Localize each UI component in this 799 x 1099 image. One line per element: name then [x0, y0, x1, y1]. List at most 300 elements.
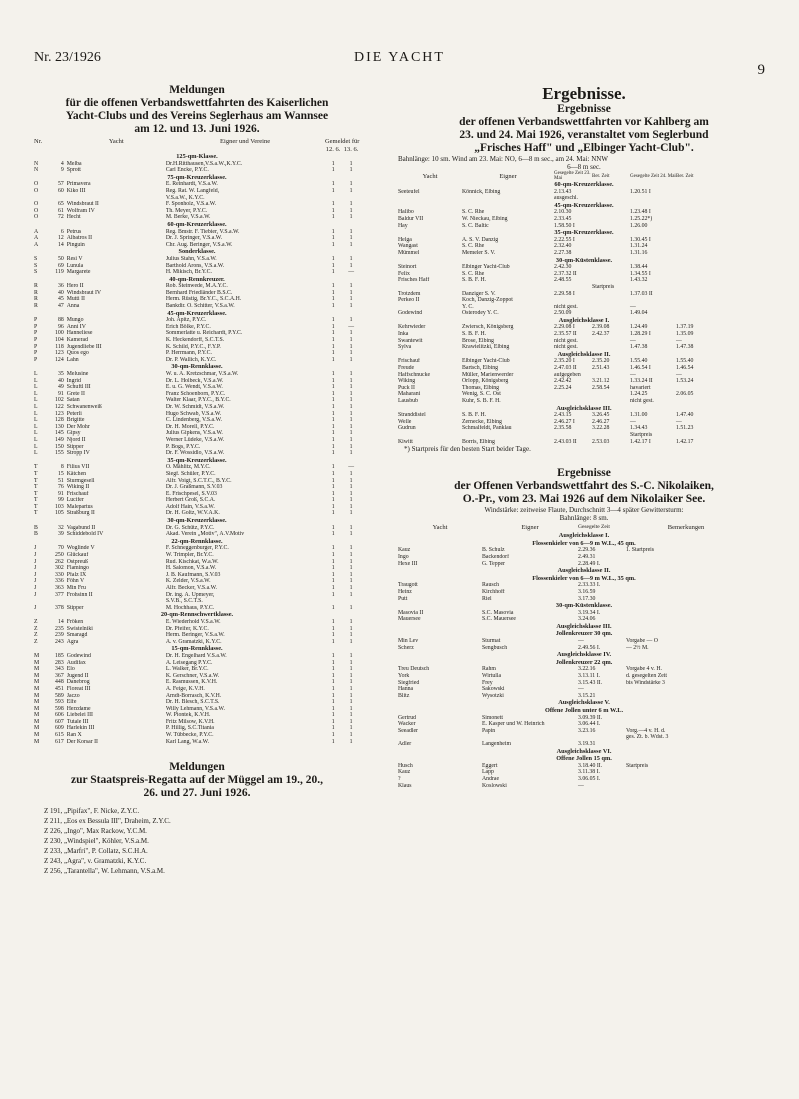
entry-owner: E. Rasmussen, K.V.H. [165, 679, 218, 686]
entry-row [34, 699, 360, 706]
result-yacht: Helga [398, 236, 412, 243]
result-sailed-time-1: nicht gest. [554, 337, 578, 344]
entry-reported-day-1: 1 [331, 738, 335, 745]
entry-row [34, 229, 360, 236]
result-corrected-time-2: — [676, 418, 682, 425]
result-yacht: Freude [398, 365, 415, 372]
kahlberg-footnote: *) Startpreis für den besten Start beider Tage. [404, 445, 531, 454]
entry-class-letter: J [34, 604, 37, 611]
entry-owner: Rob. Steinwede, M.A.Y.C. [165, 283, 228, 290]
result-corrected-time-1 [592, 277, 630, 284]
entry-class-letter: M [34, 738, 40, 745]
result-yacht: Puck II [398, 384, 415, 391]
entry-reported-day-2: 1 [349, 397, 353, 404]
entry-row [34, 525, 360, 532]
col-owner: Eigner [521, 523, 539, 531]
result-owner: Bartsch, Elbing [462, 365, 499, 372]
result-yacht: Treu Deutsch [398, 666, 430, 673]
staats-entry: Z 233, „Marfri", P. Collatz, S.C.H.A. [44, 847, 148, 856]
entry-row [34, 660, 360, 667]
entry-reported-day-2: 1 [349, 510, 353, 517]
result-owner: S. B. F. H. [462, 277, 487, 284]
result-yacht [398, 734, 482, 741]
entry-reported-day-2: 1 [349, 296, 353, 303]
entry-reported-day-2: 1 [349, 618, 353, 625]
entry-yacht-name: Petrus [66, 228, 82, 235]
result-corrected-time-1 [592, 216, 630, 223]
entry-row [34, 484, 360, 491]
entry-yacht-name: Liebelei III [66, 712, 93, 719]
entry-reported-day-1: 1 [331, 343, 335, 350]
entry-reported-day-2: 1 [349, 255, 353, 262]
result-corrected-time-2 [676, 432, 718, 439]
result-corrected-time-2 [676, 237, 718, 244]
entry-yacht-name: Frohsinn II [66, 591, 93, 598]
entry-yacht-name: Melusine [66, 371, 89, 377]
staats-entry: Z 191, „Pipifax", F. Nicke, Z.Y.C. [44, 807, 140, 816]
result-sailed-time-1: 2.47.03 II [554, 365, 577, 372]
class-heading: 15-qm-Rennklasse. [171, 645, 223, 653]
entry-class-letter [34, 598, 48, 605]
entry-row [34, 344, 360, 351]
entry-class-letter: B [34, 531, 38, 538]
entry-yacht-name [67, 598, 166, 605]
entry-reported-day-2: 1 [349, 235, 353, 242]
entry-sail-number: 250 [55, 552, 64, 559]
result-sailed-time-1 [554, 398, 592, 405]
entry-yacht-name: Njord II [66, 436, 86, 443]
entry-class-letter: L [34, 450, 38, 457]
entry-row [34, 350, 360, 357]
result-owner: Kuhr, S. B. F. H. [462, 398, 501, 404]
entry-yacht-name: Fröken [66, 618, 84, 625]
entry-reported-day-1: 1 [331, 524, 335, 531]
entry-reported-day-2: 1 [349, 417, 353, 424]
result-owner: Brose, Elbing [462, 337, 494, 344]
entry-reported-day-1: 1 [331, 269, 335, 276]
entry-reported-day-2: 1 [349, 443, 353, 450]
result-row [398, 195, 770, 202]
entry-sail-number: 367 [55, 672, 64, 679]
entry-reported-day-2: 1 [349, 558, 353, 565]
entry-yacht-name: Ostpreuß [66, 558, 88, 565]
entry-class-letter: Z [34, 638, 38, 645]
result-owner: Backendorf [482, 553, 510, 560]
entry-reported-day-2: 1 [349, 167, 353, 174]
class-heading: 22-qm-Rennklasse. [171, 537, 223, 545]
entry-reported-day-1: 1 [331, 732, 335, 739]
result-yacht: Swantewit [398, 337, 423, 344]
kahlberg-title-line: 23. und 24. Mai 1926, veranstaltet vom Seglerbund [459, 129, 709, 141]
entry-reported-day-1: 1 [331, 672, 335, 679]
result-sailed-time-2 [630, 195, 676, 202]
entry-row [34, 725, 360, 732]
result-sailed-time-2: 1.30.45 I [630, 236, 651, 243]
result-corrected-time-1 [592, 209, 630, 216]
result-row [398, 728, 770, 735]
col-corrected-time-1: Ber. Zeit [592, 173, 610, 179]
result-remarks [626, 715, 746, 722]
result-sailed-time-1: nicht gest. [554, 303, 578, 310]
result-owner [462, 284, 554, 291]
entry-owner: Fritz Milsow, K.V.H. [165, 718, 215, 725]
result-sailed-time-1: 2.42.30 [554, 264, 572, 271]
entry-yacht-name: Audifax [66, 659, 86, 666]
entry-class-letter: P [34, 356, 38, 363]
result-row [398, 610, 770, 617]
result-row [398, 398, 770, 405]
entry-class-letter: L [34, 410, 38, 417]
entry-class-letter: L [34, 423, 38, 430]
entry-class-letter: J [34, 578, 37, 585]
class-heading: 30-qm-Rennklasse. [171, 363, 223, 371]
result-remarks [626, 686, 746, 693]
result-row [398, 284, 770, 291]
entry-sail-number: 40 [57, 289, 64, 296]
result-yacht: Felix [398, 270, 410, 277]
entry-class-letter: P [34, 323, 38, 330]
result-owner: Eggert [482, 762, 498, 769]
entry-reported-day-1: 1 [331, 255, 335, 262]
entry-yacht-name: Jugendliebe III [66, 343, 102, 350]
entry-reported-day-1 [324, 195, 342, 202]
result-row [398, 616, 770, 623]
entry-yacht-name: Harlekin III [66, 725, 95, 732]
entry-owner: M. Berke, V.S.a.W. [165, 214, 211, 221]
col-yacht: Yacht [422, 172, 438, 180]
entry-reported-day-2: 1 [349, 531, 353, 538]
entry-sail-number: 60 [57, 187, 64, 194]
entry-class-letter: Z [34, 618, 38, 625]
entry-row [34, 290, 360, 297]
entry-sail-number: 615 [55, 732, 64, 739]
result-sailed-time: 3.11.38 I. [578, 769, 601, 776]
entry-reported-day-2: 1 [349, 390, 353, 397]
entry-owner: Chr. Aug. Beringer, V.S.a.W. [165, 241, 233, 248]
entry-yacht-name: Malepartus [66, 503, 93, 510]
entry-yacht-name: Lunula [66, 262, 84, 269]
result-sailed-time-2: 1.31.24 [630, 243, 648, 250]
entry-row [34, 598, 360, 605]
result-sailed-time-2: — [630, 303, 636, 310]
entry-row [34, 732, 360, 739]
entry-yacht-name: Swistelniki [66, 625, 93, 632]
entry-reported-day-2: 1 [349, 262, 353, 269]
entry-row [34, 545, 360, 552]
result-remarks [626, 783, 746, 790]
result-corrected-time-1 [592, 189, 630, 196]
result-remarks: — 2½ M. [626, 644, 649, 651]
result-sailed-time: 2.33.33 I. [578, 582, 601, 589]
entry-yacht-name: Hecht [66, 214, 81, 221]
result-row [398, 310, 770, 317]
entry-owner: Th. Meyer, P.Y.C. [165, 207, 208, 214]
entry-owner: Karl Lang, W.a.W. [165, 738, 210, 745]
result-sailed-time: 3.09.39 II. [578, 714, 603, 721]
entry-reported-day-1: 1 [331, 181, 335, 188]
entry-class-letter: L [34, 371, 38, 377]
result-corrected-time-1: 2.39.08 [592, 324, 610, 331]
entry-sail-number: 36 [57, 283, 64, 290]
entry-reported-day-1: 1 [331, 214, 335, 221]
entry-owner: E. u. G. Wendt, V.S.a.W. [165, 384, 223, 391]
result-sailed-time-1: 2.43.03 II [554, 438, 577, 445]
entry-reported-day-1 [324, 598, 342, 605]
class-heading: 60-qm-Kreuzerklasse. [554, 181, 614, 188]
entry-reported-day-2: 1 [349, 241, 353, 248]
entry-class-letter: N [34, 160, 39, 167]
entry-owner: Herm. Rüstig, Br.Y.C., S.C.A.H. [165, 296, 242, 303]
result-owner: Langenheim [482, 740, 511, 747]
result-sailed-time-1 [554, 432, 592, 439]
entry-owner: Dr. H. Goltz, W.V.A.K. [165, 510, 220, 517]
entry-owner: W. Tübbecke, P.Y.C. [165, 732, 214, 739]
entry-class-letter: T [34, 464, 38, 471]
entry-sail-number [48, 195, 67, 202]
entry-row [34, 201, 360, 208]
result-yacht: Gudrun [398, 425, 416, 432]
entry-class-letter: M [34, 666, 40, 673]
entry-sail-number: 91 [57, 490, 64, 497]
result-yacht: ? [398, 775, 401, 782]
class-heading: 60-qm-Kreuzerklasse. [167, 220, 227, 228]
entry-row [34, 195, 360, 202]
entry-reported-day-1: 1 [331, 397, 335, 404]
entry-class-letter: L [34, 403, 38, 410]
entry-sail-number: 363 [55, 585, 64, 591]
entry-reported-day-1: 1 [331, 430, 335, 437]
entry-row [34, 167, 360, 174]
entries-column-headers [34, 136, 360, 146]
result-yacht: Wangast [398, 243, 418, 250]
entry-class-letter: P [34, 317, 38, 324]
result-row [398, 547, 770, 554]
entry-reported-day-2: 1 [349, 377, 353, 384]
result-owner: S.C. Mauersee [482, 616, 516, 623]
page-header [34, 48, 765, 78]
nikolaiken-title-line: der Offenen Verbandswettfahrt des S.-C. Nikolaiken, [454, 480, 714, 493]
entry-reported-day-2: 1 [349, 160, 353, 167]
entry-sail-number: 343 [55, 666, 64, 673]
entry-reported-day-2: 1 [349, 201, 353, 208]
entry-reported-day-1: 1 [331, 384, 335, 391]
result-yacht: Sylva [398, 344, 412, 351]
entry-sail-number: 128 [55, 417, 64, 424]
staats-entry: Z 226, „Ingo", Max Rackow, Y.C.M. [44, 827, 147, 836]
entry-sail-number: 39 [57, 531, 64, 538]
result-sailed-time-2: havariert [630, 384, 651, 391]
result-owner: Simonett [482, 714, 503, 721]
entry-sail-number: 243 [55, 638, 64, 645]
result-owner: S. B. F. H. [462, 331, 487, 338]
result-row [398, 425, 770, 432]
result-corrected-time-1 [592, 237, 630, 244]
entry-reported-day-2: 1 [349, 423, 353, 430]
entry-reported-day-1: 1 [331, 510, 335, 517]
entry-sail-number: 100 [55, 330, 64, 337]
col-remarks: Bemerkungen [667, 523, 705, 531]
entry-owner: W. Piontek, K.V.H. [165, 712, 211, 719]
entry-reported-day-1: 1 [331, 571, 335, 578]
result-remarks: d. gesegelten Zeit [626, 673, 668, 680]
entry-sail-number: 88 [57, 317, 64, 324]
entry-yacht-name: Kiko III [66, 187, 86, 194]
entry-sail-number: 617 [55, 738, 64, 745]
result-row [398, 680, 770, 687]
entry-sail-number: 336 [55, 578, 64, 585]
result-yacht: Mümmel [398, 249, 420, 256]
entry-owner: Alfr. Voigt, S.C.T.C., B.Y.C. [165, 477, 232, 484]
class-heading: 35-qm-Kreuzerklasse. [554, 229, 614, 237]
entry-reported-day-1: 1 [331, 712, 335, 719]
entry-yacht-name: Margarete [66, 269, 91, 276]
entry-reported-day-1: 1 [331, 699, 335, 706]
result-yacht: Putt [398, 595, 408, 602]
entry-yacht-name: Hanneliese [66, 330, 93, 337]
result-row [398, 715, 770, 722]
entry-owner: Dr. Pfeifer, K.Y.C. [165, 625, 209, 632]
entry-yacht-name [67, 195, 166, 202]
kahlberg-column-headers [398, 171, 770, 181]
entry-yacht-name: Schwanenweiß [66, 403, 102, 410]
result-sailed-time: 2.28.49 I. [578, 560, 601, 567]
entry-reported-day-2: 1 [349, 477, 353, 484]
entry-yacht-name: Gipsy [66, 430, 81, 437]
result-sailed-time-2: 1.34.55 I [630, 270, 651, 277]
entry-row [34, 324, 360, 331]
result-yacht: Gertrud [398, 714, 417, 721]
entry-yacht-name: Vagabund II [66, 524, 96, 531]
result-owner: Andrae [482, 775, 500, 782]
result-sailed-time-1: aufgegeben [554, 371, 581, 378]
entry-class-letter: R [34, 303, 38, 310]
result-owner: S. C. Rhe [462, 243, 485, 250]
result-yacht: Mauersee [398, 616, 421, 623]
entry-reported-day-2: 1 [349, 585, 353, 591]
entry-reported-day-2: 1 [349, 303, 353, 310]
entry-class-letter: L [34, 384, 38, 391]
result-corrected-time-2 [676, 297, 718, 304]
entry-owner: Akad. Verein „Motiv", A.V.Motiv [165, 531, 245, 538]
result-yacht: Hanna [398, 686, 414, 693]
entry-sail-number: 149 [55, 436, 64, 443]
result-row [398, 769, 770, 776]
entry-reported-day-2: — [348, 464, 354, 471]
result-row [398, 385, 770, 392]
result-sailed-time-2: 1.46.54 I [630, 365, 651, 372]
entry-row [34, 235, 360, 242]
entry-reported-day-1: 1 [331, 443, 335, 450]
entry-owner: Julius Gipkens, V.S.a.W. [165, 430, 223, 437]
entry-row [34, 411, 360, 418]
entry-yacht-name: Satan [66, 397, 80, 404]
result-remarks: Vorgabe 4 v. H. [626, 666, 662, 673]
entry-yacht-name: Min Fru [66, 585, 86, 591]
result-corrected-time-1: 3.21.12 [592, 378, 610, 385]
entry-class-letter: M [34, 725, 40, 732]
result-sailed-time-1: 2.35.20 I [554, 358, 575, 365]
entry-sail-number: 451 [55, 685, 64, 692]
result-row [398, 554, 770, 561]
entry-owner: L. Walker, Br.Y.C. [165, 666, 209, 673]
result-row [398, 693, 770, 700]
entry-reported-day-1: 1 [331, 356, 335, 363]
entry-reported-day-2: 1 [349, 207, 353, 214]
entry-row [34, 605, 360, 612]
entry-class-letter: R [34, 296, 38, 303]
entry-row [34, 693, 360, 700]
result-row [398, 277, 770, 284]
entry-reported-day-1: 1 [331, 659, 335, 666]
entry-owner: J. B. Kaufmann, S.V.03 [165, 571, 221, 578]
result-yacht [398, 432, 462, 439]
kahlberg-title-line: der offenen Verbandswettfahrten vor Kahlberg am [459, 116, 709, 128]
result-row [398, 439, 770, 446]
entry-owner: Reg. Bmstr. F. Tiebier, V.S.a.W. [165, 228, 240, 235]
entry-yacht-name: Agra [66, 638, 79, 645]
result-row [398, 686, 770, 693]
result-corrected-time-1 [592, 344, 630, 351]
entry-row [34, 181, 360, 188]
entry-sail-number: 40 [57, 377, 64, 384]
result-sailed-time-2: 1.55.40 [630, 358, 648, 365]
entry-row [34, 653, 360, 660]
entry-class-letter: M [34, 718, 40, 725]
entry-owner: E. Wiederhold V.S.a.W. [165, 618, 221, 625]
result-row [398, 741, 770, 748]
result-sailed-time-1: 2.22.55 I [554, 236, 575, 243]
result-owner: E. Kasper und W. Heinrich [482, 721, 545, 728]
entry-owner: A. Leisegang P.Y.C. [165, 659, 213, 666]
result-corrected-time-2: 1.51.23 [676, 425, 694, 432]
entry-class-letter: L [34, 377, 38, 384]
result-sailed-time-1: 2.25.24 [554, 384, 572, 391]
entry-reported-day-2: 1 [349, 350, 353, 357]
entry-owner: Dr. P. Wallich, K.Y.C. [165, 356, 217, 363]
result-row [398, 271, 770, 278]
result-row [398, 243, 770, 250]
result-sailed-time-1: 2.13.43 [554, 188, 572, 195]
entry-sail-number: 14 [57, 618, 64, 625]
result-corrected-time-2: 1.46.54 [676, 365, 694, 372]
entry-sail-number: 69 [57, 262, 64, 269]
result-remarks: Startpreis [626, 762, 649, 769]
result-row [398, 237, 770, 244]
entry-reported-day-2: 1 [349, 430, 353, 437]
entry-sail-number: 61 [57, 207, 64, 214]
result-sailed-time-2: — [630, 371, 636, 378]
entry-sail-number: 104 [55, 337, 64, 344]
entry-owner: Julius Stahn, V.S.a.W. [165, 255, 217, 262]
entry-row [34, 256, 360, 263]
entry-owner: Barthold Arons, V.S.a.W. [165, 262, 225, 269]
result-sailed-time-1: 2.29.58 I [554, 290, 575, 297]
result-corrected-time-1: 2.42.37 [592, 331, 610, 338]
entry-class-letter: A [34, 235, 39, 242]
entry-owner: Dr. H. Morell, P.Y.C. [165, 423, 215, 430]
result-corrected-time-2 [676, 209, 718, 216]
result-corrected-time-1 [592, 250, 630, 257]
entry-owner: Erich Bölke, P.Y.C. [165, 323, 211, 330]
entry-row [34, 619, 360, 626]
result-row [398, 582, 770, 589]
result-sailed-time-1: 2.29.08 I [554, 324, 575, 331]
result-yacht: Blitz [398, 692, 410, 699]
entry-class-letter: L [34, 430, 38, 437]
entry-sail-number: 145 [55, 430, 64, 437]
entry-row [34, 686, 360, 693]
entry-yacht-name: Anni IV [66, 323, 86, 330]
